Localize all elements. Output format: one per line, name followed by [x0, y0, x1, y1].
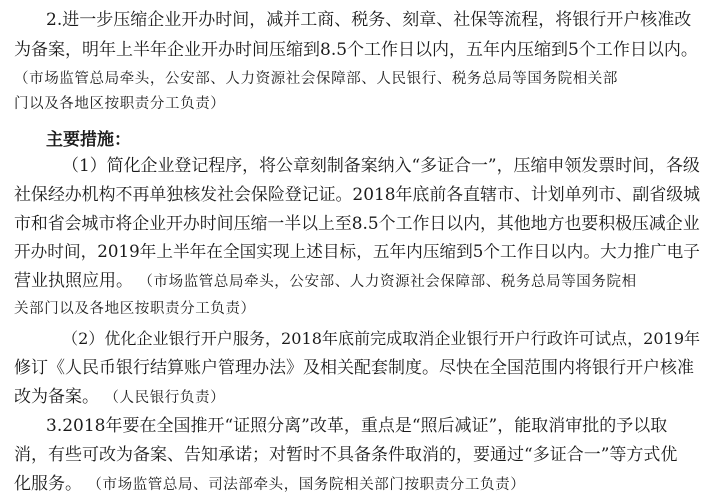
measure-1-line-1: （1）简化企业登记程序，将公章刻制备案纳入“多证合一”，压缩申领发票时间，各级: [62, 155, 700, 175]
item-3-line-3: [14, 474, 525, 494]
responsibility-note-3: （人民银行负责）: [104, 390, 226, 406]
responsibility-note-1-line-1: （市场监管总局牵头，公安部、人力资源社会保障部、人民银行、税务总局等国务院相关部: [14, 71, 618, 87]
responsibility-note-2-line-1: （市场监管总局牵头，公安部、人力资源社会保障部、税务总局等国务院相: [138, 274, 637, 290]
measure-1-line-3: 市和省会城市将企业开办时间压缩一半以上至8.5个工作日以内，其他地方也要积极压减企业: [14, 213, 700, 233]
measure-2-line-3: [14, 387, 225, 407]
measure-1-line-5: [14, 271, 637, 291]
responsibility-note-2-line-2: 关部门以及各地区按职责分工负责）: [14, 301, 256, 317]
responsibility-note-4: （市场监管总局、司法部牵头，国务院相关部门按职责分工负责）: [87, 477, 526, 493]
measure-1-line-2: 社保经办机构不再单独核发社会保险登记证。2018年底前各直辖市、计划单列市、副省级城: [14, 184, 701, 204]
responsibility-note-1-line-2: 门以及各地区按职责分工负责）: [14, 96, 226, 112]
measure-1-line-5-text: 营业执照应用。: [14, 271, 133, 291]
item-3-line-3-text: 化服务。: [14, 474, 82, 494]
item-2-line-2: 为备案，明年上半年企业开办时间压缩到8.5个工作日以内，五年内压缩到5个工作日以内。: [14, 40, 698, 60]
item-3-line-2: 消，有些可改为备案、告知承诺；对暂时不具备条件取消的，要通过“多证合一”等方式优: [14, 445, 678, 465]
item-3-line-1: 3.2018年要在全国推开“证照分离”改革，重点是“照后减证”，能取消审批的予以取: [46, 416, 668, 436]
section-heading: 主要措施：: [46, 130, 131, 150]
item-2-line-1: 2.进一步压缩企业开办时间，减并工商、税务、刻章、社保等流程，将银行开户核准改: [46, 10, 692, 30]
measure-2-line-1: （2）优化企业银行开户服务，2018年底前完成取消企业银行开户行政许可试点，2019年: [62, 329, 701, 348]
measure-2-line-3-text: 改为备案。: [14, 387, 99, 407]
measure-1-line-4: 开办时间，2019年上半年在全国实现上述目标，五年内压缩到5个工作日以内。大力推广电子: [14, 242, 700, 261]
measure-2-line-2: 修订《人民币银行结算账户管理办法》及相关配套制度。尽快在全国范围内将银行开户核准: [14, 358, 694, 378]
